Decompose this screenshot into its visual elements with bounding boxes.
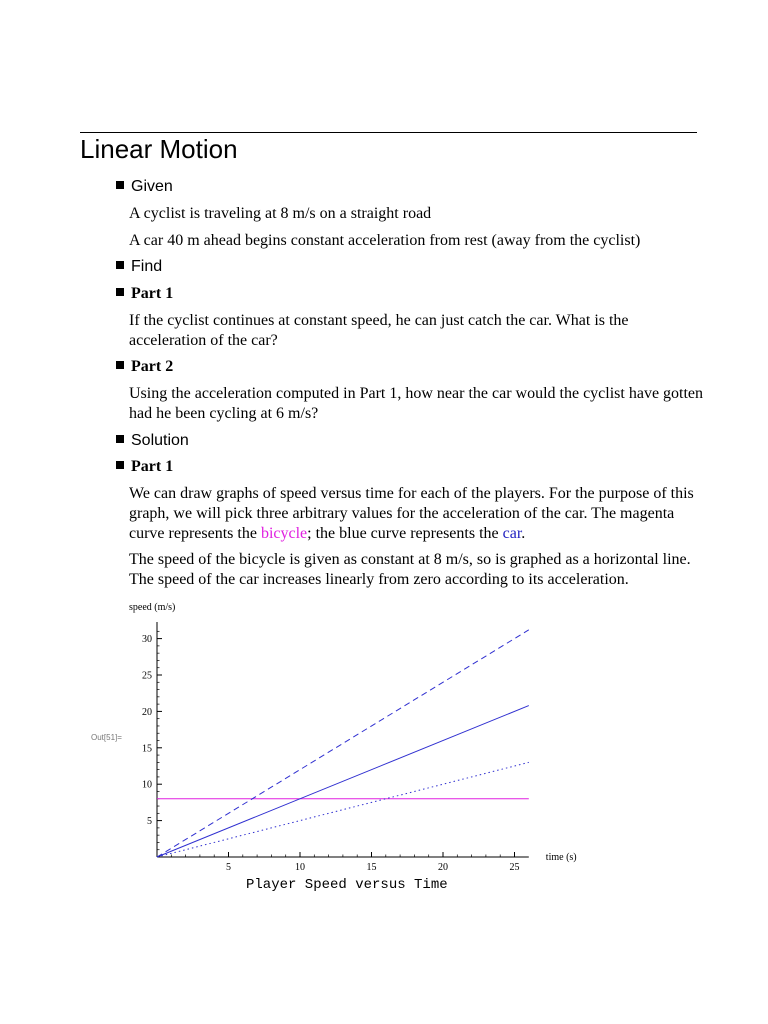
para1-text-middle: ; the blue curve represents the: [307, 525, 503, 542]
y-tick-label: 15: [142, 743, 152, 755]
chart-caption: Player Speed versus Time: [246, 877, 448, 893]
x-tick-label: 20: [438, 862, 448, 873]
find-part2-label: Part 2: [131, 358, 174, 375]
find-part1-label: Part 1: [131, 285, 174, 302]
para1-text-start: We can draw graphs of speed versus time for each of the players. For the purpose of this graph, we will pick three arbitrary values for the acceleration of the car. The magenta curve represents the: [129, 485, 694, 542]
x-tick-label: 10: [295, 862, 305, 873]
y-tick-label: 10: [142, 779, 152, 791]
solution-part1-label: Part 1: [131, 458, 174, 475]
series-line-3: [157, 706, 529, 857]
solution-paragraph-2: The speed of the bicycle is given as constant at 8 m/s, so is graphed as a horizontal line. The speed of the car increases linearly from zero according to its acceleration.: [129, 551, 691, 588]
series-line-4: [157, 762, 529, 857]
y-tick-label: 30: [142, 634, 152, 646]
x-axis-label: time (s): [545, 852, 577, 863]
section-title: Linear Motion: [80, 134, 238, 164]
car-term: car: [502, 525, 522, 542]
find-heading-label: Find: [131, 258, 163, 275]
y-tick-label: 5: [147, 816, 152, 828]
y-tick-label: 25: [142, 670, 152, 682]
output-cell-label: Out[51]=: [91, 733, 122, 742]
x-tick-label: 15: [366, 862, 377, 873]
given-line-2: A car 40 m ahead begins constant acceleration from rest (away from the cyclist): [129, 232, 641, 249]
para1-text-end: .: [521, 525, 526, 542]
x-tick-label: 25: [509, 862, 520, 873]
find-part2-text: Using the acceleration computed in Part 1, how near the car would the cyclist have gotten had he been cycling at 6 m/s?: [129, 385, 704, 422]
given-line-1: A cyclist is traveling at 8 m/s on a straight road: [129, 205, 432, 222]
x-tick-label: 5: [226, 862, 231, 873]
given-heading-label: Given: [131, 178, 173, 195]
bicycle-term: bicycle: [260, 525, 308, 542]
find-part1-text: If the cyclist continues at constant speed, he can just catch the car. What is the acceleration of the car?: [129, 312, 629, 349]
y-axis-label: speed (m/s): [129, 602, 176, 614]
solution-heading-label: Solution: [131, 432, 189, 449]
y-tick-label: 20: [142, 706, 152, 718]
series-line-2: [157, 630, 529, 857]
